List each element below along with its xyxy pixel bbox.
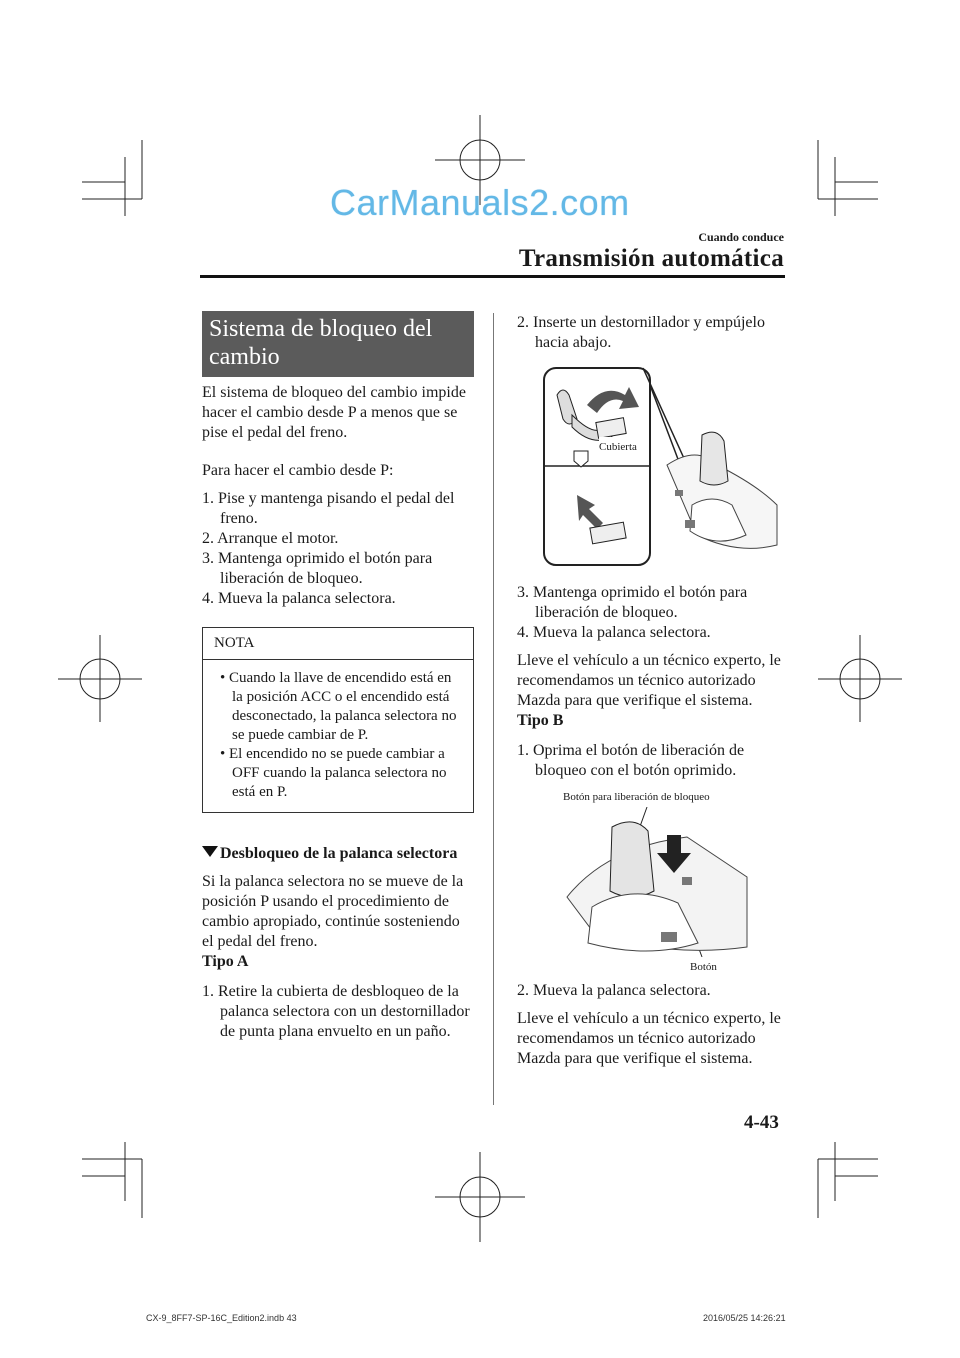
footer-timestamp: 2016/05/25 14:26:21 xyxy=(703,1313,786,1323)
note-item-text: El encendido no se puede cambiar a OFF cuando la palanca selectora no está en P. xyxy=(229,746,447,800)
list-item: 3. Mantenga oprimido el botón para liberación de bloqueo. xyxy=(202,550,433,587)
chapter-title: Transmisión automática xyxy=(518,245,784,272)
header-rule xyxy=(200,275,785,278)
list-item: 2. Inserte un destornillador y empújelo hacia abajo. xyxy=(517,314,765,351)
advice-paragraph: Lleve el vehículo a un técnico experto, le recomendamos un técnico autorizado Mazda para que verifique el sistema. xyxy=(517,1010,781,1067)
list-item: 1. Pise y mantenga pisando el pedal del freno. xyxy=(202,490,455,527)
steps-lead: Para hacer el cambio desde P: xyxy=(202,462,394,479)
tipo-a-label: Tipo A xyxy=(202,953,249,970)
list-item: 2. Arranque el motor. xyxy=(202,530,339,547)
page-number: 4-43 xyxy=(744,1112,779,1133)
footer-file: CX-9_8FF7-SP-16C_Edition2.indb 43 xyxy=(146,1313,297,1323)
list-item: 4. Mueva la palanca selectora. xyxy=(202,590,396,607)
list-item: 1. Retire la cubierta de desbloqueo de la palanca selectora con un destornillador de punta plana envuelto en un paño. xyxy=(202,983,470,1040)
list-item: 1. Oprima el botón de liberación de bloqueo con el botón oprimido. xyxy=(517,742,745,779)
note-item: • El encendido no se puede cambiar a OFF cuando la palanca selectora no está en P. xyxy=(220,746,447,800)
list-item: 3. Mantenga oprimido el botón para liberación de bloqueo. xyxy=(517,584,748,621)
subheading xyxy=(202,844,474,864)
cover-removal-illustration xyxy=(517,365,785,575)
column-divider xyxy=(493,313,494,1105)
sub-paragraph: Si la palanca selectora no se mueve de la posición P usando el procedimiento de cambio apropiado, continúe sosteniendo el pedal del freno. xyxy=(202,873,464,950)
intro-paragraph: El sistema de bloqueo del cambio impide hacer el cambio desde P a menos que se pise el pedal del freno. xyxy=(202,384,466,441)
triangle-icon xyxy=(202,846,218,857)
left-column xyxy=(202,311,474,1042)
list-item: 4. Mueva la palanca selectora. xyxy=(517,624,711,641)
figure-release-button xyxy=(517,787,785,977)
release-button-illustration xyxy=(517,787,785,977)
tipo-b-label: Tipo B xyxy=(517,712,564,729)
steps-list xyxy=(202,489,474,609)
release-button-label: Botón para liberación de bloqueo xyxy=(563,787,710,807)
advice-paragraph: Lleve el vehículo a un técnico experto, le recomendamos un técnico autorizado Mazda para que verifique el sistema. xyxy=(517,652,781,709)
note-title: NOTA xyxy=(203,628,473,660)
cover-label: Cubierta xyxy=(599,437,637,457)
note-item-text: Cuando la llave de encendido está en la posición ACC o el encendido está desconectado, la palanca selectora no se puede cambiar de P. xyxy=(229,670,457,743)
list-item: 2. Mueva la palanca selectora. xyxy=(517,982,711,999)
subheading-text: Desbloqueo de la palanca selectora xyxy=(220,845,458,862)
steps-list xyxy=(517,583,785,643)
note-item: • Cuando la llave de encendido está en la posición ACC o el encendido está desconectado, la palanca selectora no se puede cambiar de P. xyxy=(220,670,457,743)
note-box xyxy=(202,627,474,813)
watermark: CarManuals2.com xyxy=(330,182,630,223)
section-header: Cuando conduce xyxy=(698,230,784,244)
figure-cover-removal xyxy=(517,365,785,575)
right-column xyxy=(517,313,785,1069)
section-title: Sistema de bloqueo del cambio xyxy=(202,311,474,377)
button-label: Botón xyxy=(690,957,717,977)
